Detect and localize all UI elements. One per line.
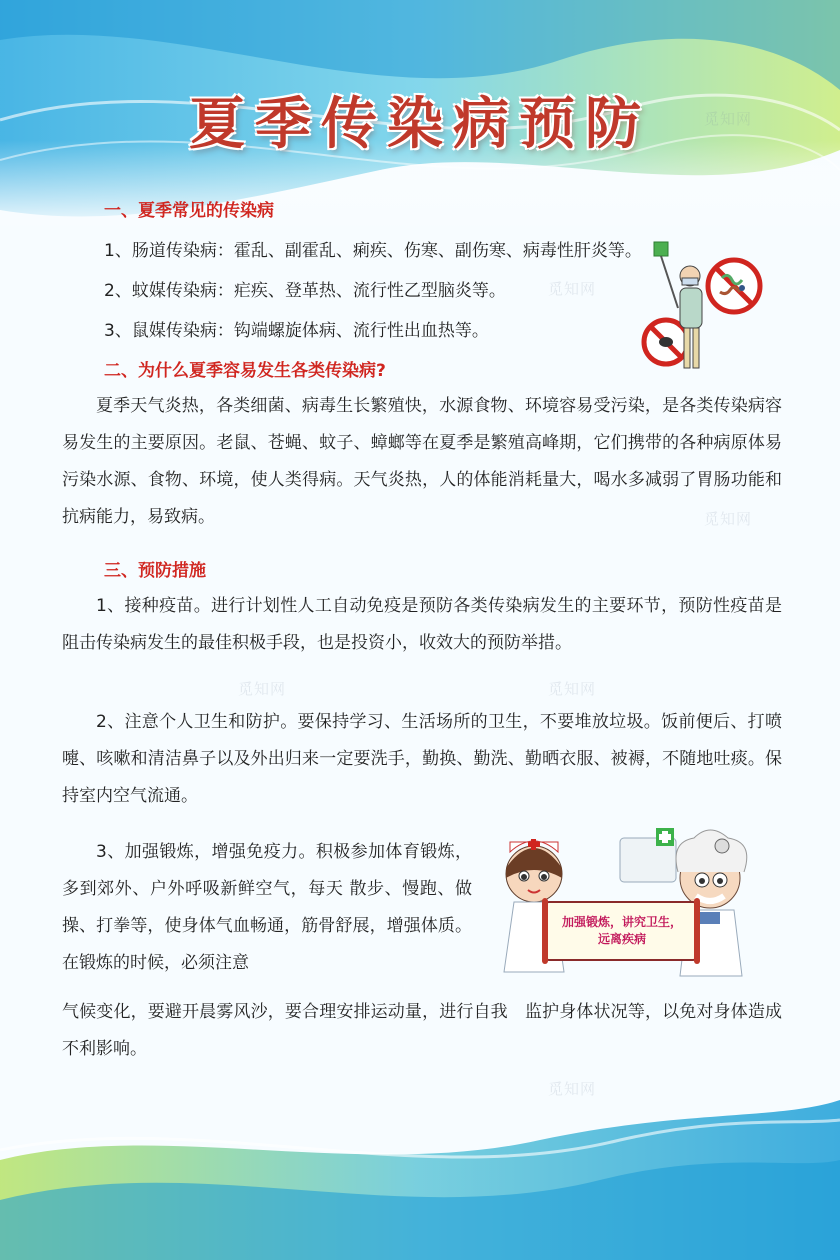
list-item: 1、肠道传染病：霍乱、副霍乱、痢疾、伤寒、副伤寒、病毒性肝炎等。 [104,241,642,261]
nurse-doctor-banner-illustration [488,828,773,988]
watermark: 觅知网 [548,280,597,298]
watermark: 觅知网 [704,110,753,128]
section-heading-common-diseases: 一、夏季常见的传染病 [104,201,274,221]
banner-text [552,914,692,948]
banner-line-1: 加强锻炼，讲究卫生， [561,915,682,929]
watermark: 觅知网 [704,510,753,528]
paragraph-why-summer: 夏季天气炎热，各类细菌、病毒生长繁殖快，水源食物、环境容易受污染，是各类传染病容易发生的主要原因。老鼠、苍蝇、蚊子、蟑螂等在夏季是繁殖高峰期，它们携带的各种病原体易污染水源、食物、环境，使人类得病。天气炎热，人的体能消耗量大，喝水多减弱了胃肠功能和抗病能力，易致病。 [62,396,782,527]
paragraph-exercise: 3、加强锻炼，增强免疫力。积极参加体育锻炼，多到郊外、户外呼吸新鲜空气，每天 散步、慢跑、做操、打拳等，使身体气血畅通，筋骨舒展，增强体质。在锻炼的时候，必须注意 [62,842,472,973]
banner-line-2: 远离疾病 [597,932,646,946]
watermark: 觅知网 [548,680,597,698]
page-title: 夏季传染病预防 [189,92,651,157]
watermark: 觅知网 [238,680,287,698]
watermark: 觅知网 [548,1080,597,1098]
list-item: 2、蚊媒传染病：疟疾、登革热、流行性乙型脑炎等。 [104,281,506,301]
paragraph-vaccination: 1、接种疫苗。进行计划性人工自动免疫是预防各类传染病发生的主要环节，预防性疫苗是阻击传染病发生的最佳积极手段，也是投资小，收效大的预防举措。 [62,596,782,653]
paragraph-exercise-continued: 气候变化，要避开晨雾风沙，要合理安排运动量，进行自我 监护身体状况等，以免对身体造成不利影响。 [62,1002,782,1059]
section-heading-prevention: 三、预防措施 [104,561,206,581]
list-item: 3、鼠媒传染病：钩端螺旋体病、流行性出血热等。 [104,321,489,341]
section-heading-why-summer: 二、为什么夏季容易发生各类传染病? [104,361,386,381]
fly-swatter-illustration [636,238,766,378]
paragraph-hygiene: 2、注意个人卫生和防护。要保持学习、生活场所的卫生，不要堆放垃圾。饭前便后、打喷嚏、咳嗽和清洁鼻子以及外出归来一定要洗手，勤换、勤洗、勤晒衣服、被褥，不随地吐痰。保持室内空气流通。 [62,712,782,806]
